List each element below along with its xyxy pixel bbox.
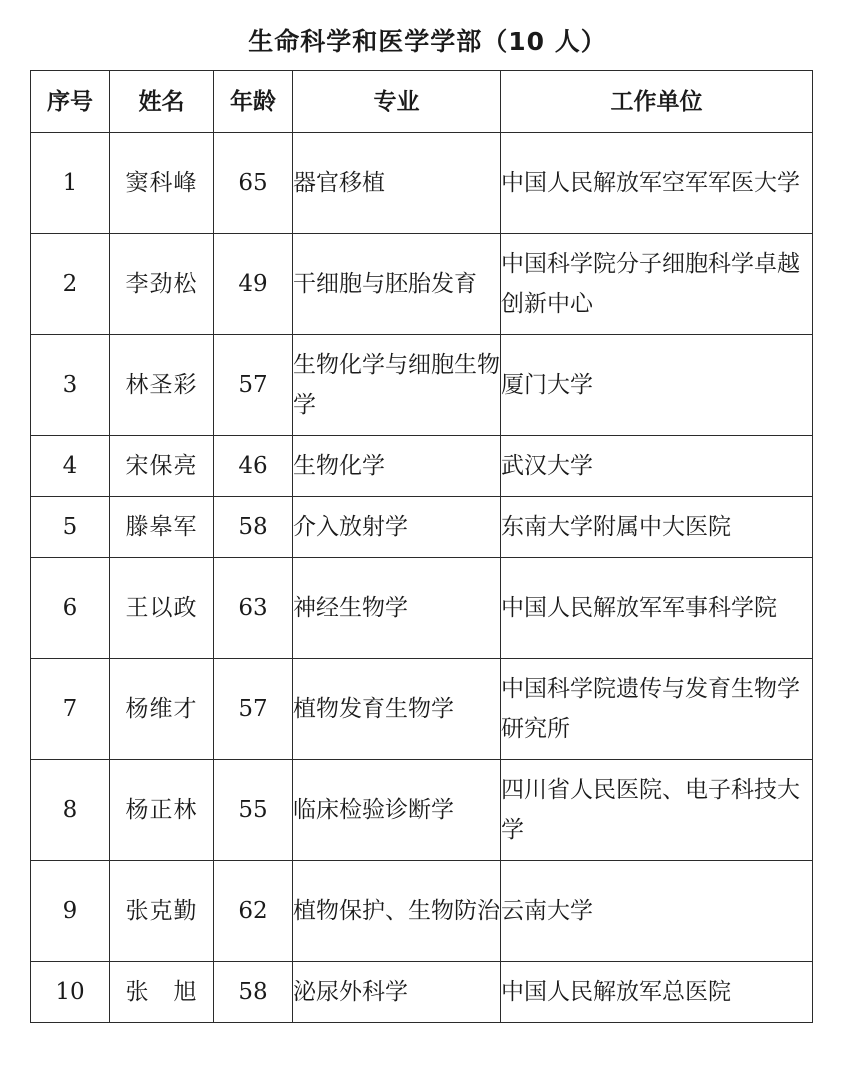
table-row — [31, 760, 813, 861]
table-row — [31, 861, 813, 962]
cell-age: 62 — [214, 861, 293, 962]
cell-number: 5 — [31, 497, 110, 558]
header-major: 专业 — [293, 71, 501, 133]
cell-major: 器官移植 — [293, 133, 501, 234]
header-organization: 工作单位 — [501, 71, 813, 133]
cell-age: 46 — [214, 436, 293, 497]
cell-number: 2 — [31, 234, 110, 335]
cell-name: 王以政 — [110, 558, 214, 659]
cell-organization: 中国人民解放军总医院 — [501, 962, 813, 1023]
cell-number: 8 — [31, 760, 110, 861]
table-row — [31, 497, 813, 558]
cell-organization: 中国人民解放军军事科学院 — [501, 558, 813, 659]
cell-major: 植物保护、生物防治 — [293, 861, 501, 962]
academician-table — [30, 70, 813, 1023]
cell-major: 神经生物学 — [293, 558, 501, 659]
cell-name: 滕皋军 — [110, 497, 214, 558]
cell-name: 杨正林 — [110, 760, 214, 861]
cell-organization: 东南大学附属中大医院 — [501, 497, 813, 558]
cell-age: 58 — [214, 962, 293, 1023]
cell-name: 窦科峰 — [110, 133, 214, 234]
cell-age: 55 — [214, 760, 293, 861]
cell-age: 65 — [214, 133, 293, 234]
cell-organization: 武汉大学 — [501, 436, 813, 497]
table-row — [31, 659, 813, 760]
table-row — [31, 234, 813, 335]
cell-number: 7 — [31, 659, 110, 760]
cell-number: 1 — [31, 133, 110, 234]
cell-age: 57 — [214, 659, 293, 760]
table-row — [31, 558, 813, 659]
cell-organization: 云南大学 — [501, 861, 813, 962]
cell-age: 49 — [214, 234, 293, 335]
page-title: 生命科学和医学学部（10 人） — [248, 27, 607, 56]
cell-organization: 中国科学院遗传与发育生物学研究所 — [501, 659, 813, 760]
cell-number: 4 — [31, 436, 110, 497]
header-age: 年龄 — [214, 71, 293, 133]
table-row — [31, 436, 813, 497]
cell-number: 3 — [31, 335, 110, 436]
cell-number: 9 — [31, 861, 110, 962]
cell-name: 杨维才 — [110, 659, 214, 760]
table-header-row — [31, 71, 813, 133]
cell-major: 介入放射学 — [293, 497, 501, 558]
cell-organization: 中国科学院分子细胞科学卓越创新中心 — [501, 234, 813, 335]
table-row — [31, 133, 813, 234]
table-row — [31, 962, 813, 1023]
cell-major: 临床检验诊断学 — [293, 760, 501, 861]
cell-major: 泌尿外科学 — [293, 962, 501, 1023]
cell-name: 宋保亮 — [110, 436, 214, 497]
table-row — [31, 335, 813, 436]
cell-number: 10 — [31, 962, 110, 1023]
cell-major: 生物化学 — [293, 436, 501, 497]
cell-name: 林圣彩 — [110, 335, 214, 436]
cell-organization: 四川省人民医院、电子科技大学 — [501, 760, 813, 861]
cell-name: 张克勤 — [110, 861, 214, 962]
cell-organization: 厦门大学 — [501, 335, 813, 436]
cell-major: 生物化学与细胞生物学 — [293, 335, 501, 436]
cell-major: 植物发育生物学 — [293, 659, 501, 760]
cell-age: 58 — [214, 497, 293, 558]
cell-age: 57 — [214, 335, 293, 436]
cell-age: 63 — [214, 558, 293, 659]
header-name: 姓名 — [110, 71, 214, 133]
cell-name: 张 旭 — [110, 962, 214, 1023]
cell-name: 李劲松 — [110, 234, 214, 335]
header-number: 序号 — [31, 71, 110, 133]
cell-number: 6 — [31, 558, 110, 659]
cell-major: 干细胞与胚胎发育 — [293, 234, 501, 335]
cell-organization: 中国人民解放军空军军医大学 — [501, 133, 813, 234]
